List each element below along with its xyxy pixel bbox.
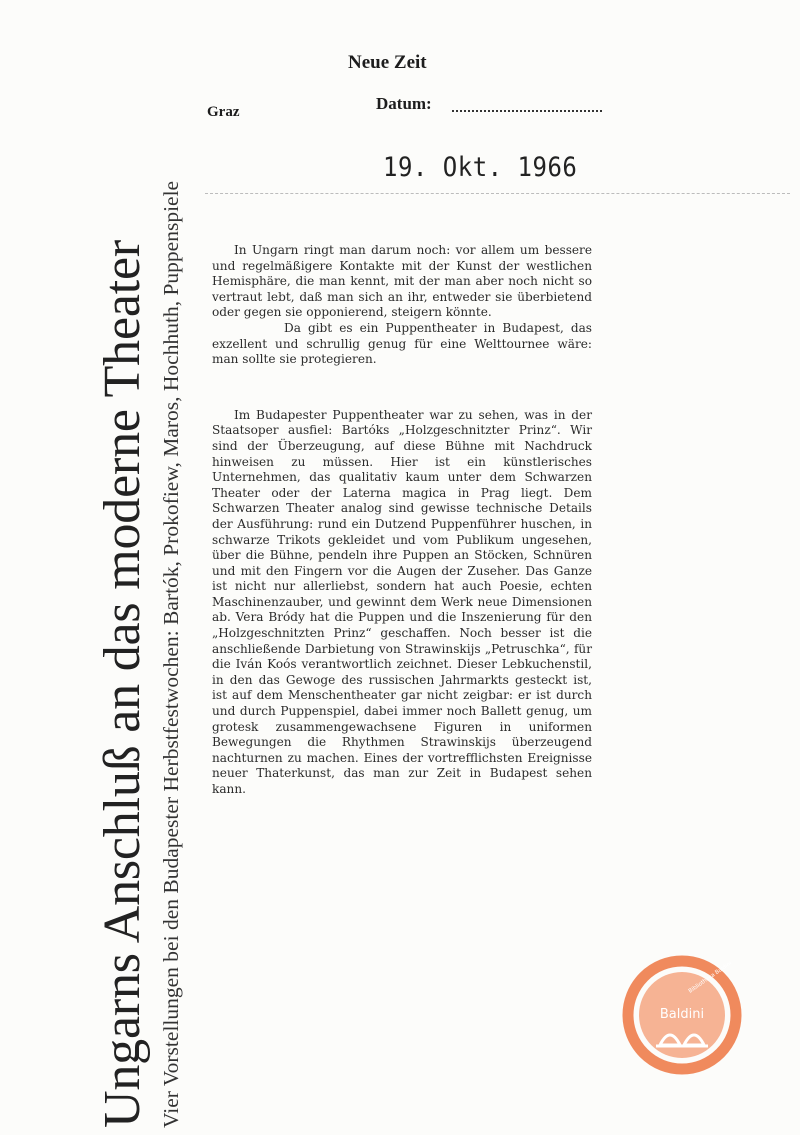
date-label: Datum: — [376, 94, 432, 113]
article-paragraph: Im Budapester Puppentheater war zu sehen, was in der Staatsoper ausfiel: Bartóks „Holzgeschnitzter Prinz“. Wir sind der Überzeugung, auf diese Bühne mit Nachdruck hinweisen zu müssen. Hier ist ein künstlerisches Unternehmen, das qualitativ kaum unter dem Schwarzen Theater oder der Laterna magica in Prag liegt. Dem Schwarzen Theater analog sind gewisse technische Details der Ausführung: rund ein Dutzend Puppenführer huschen, in schwarze Trikots gekleidet und vom Publikum ungesehen, über die Bühne, pendeln ihre Puppen an Stöcken, Schnüren und mit den Fingern vor die Augen der Zuseher. Das Ganze ist nicht nur allerliebst, sondern hat auch Poesie, echten Maschinenzauber, und gewinnt dem Werk neue Dimensionen ab. Vera Bródy hat die Puppen und die Inszenierung für den „Holzgeschnitzten Prinz“ geschaffen. Noch besser ist die anschließende Darbietung von Strawinskijs „Petruschka“, für die Iván Koós verantwortlich zeichnet. Dieser Lebkuchenstil, in den das Gewoge des russischen Jahrmarkts gesteckt ist, ist auf dem Menschentheater gar nicht zeigbar: er ist durch und durch Puppenspiel, dabei immer noch Ballett genug, um grotesk zusammengewachsene Figuren in uniformen Bewegungen die Rhythmen Strawinskijs überzeugend nachturnen zu machen. Eines der vortrefflichsten Ereignisse neuer Thaterkunst, das man zur Zeit in Budapest sehen kann. — [212, 407, 592, 796]
library-logo — [622, 955, 742, 1075]
date-dotted-line — [452, 110, 602, 112]
article-body — [212, 243, 592, 798]
subheadline: Vier Vorstellungen bei den Budapester Herbstfestwochen: Bartók, Prokofiew, Maros, Hochhuth, Puppenspiele — [159, 180, 183, 1128]
logo-tagline: Bibliotheca Baldini — [687, 960, 734, 995]
article-paragraph: Da gibt es ein Puppentheater in Budapest, das exzellent und schrullig genug für eine Welttournee wäre: man sollte sie protegieren. — [212, 320, 592, 367]
newspaper-source: Neue Zeit — [348, 52, 427, 73]
cut-divider — [205, 193, 790, 194]
logo-name: Baldini — [659, 1007, 705, 1022]
headline: Ungarns Anschluß an das moderne Theater — [94, 240, 151, 1128]
article-paragraph: In Ungarn ringt man darum noch: vor allem um bessere und regelmäßigere Kontakte mit der Kunst der westlichen Hemisphäre, die man kennt, mit der man aber noch nicht so vertraut lebt, daß man sich an ihr, entweder sie überbietend oder gegen sie opponierend, steigern könnte. — [212, 243, 592, 320]
date-stamp: 19. Okt. 1966 — [383, 151, 578, 183]
newspaper-city: Graz — [207, 104, 240, 120]
vertical-headline-block — [94, 48, 204, 1128]
